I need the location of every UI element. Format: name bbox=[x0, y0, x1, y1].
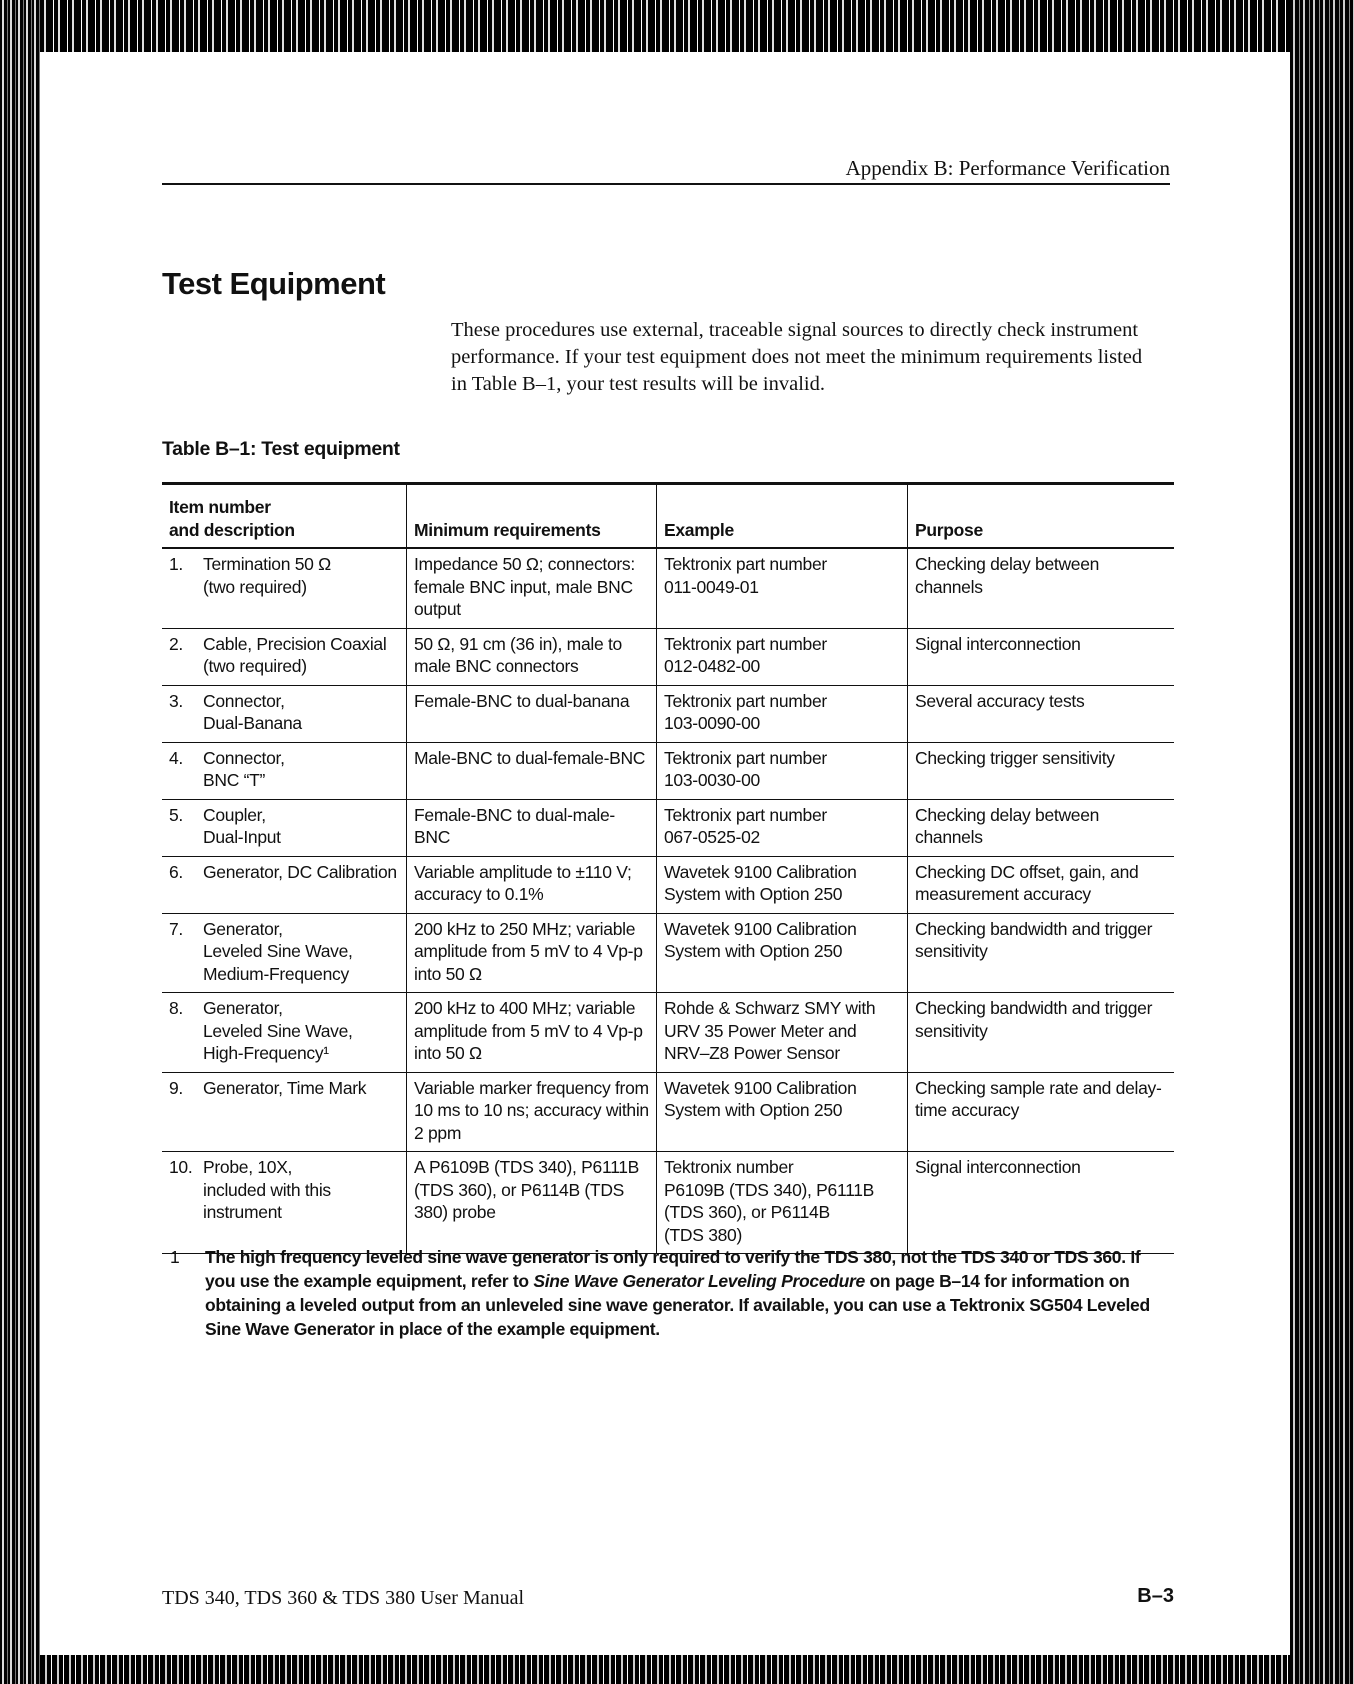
purpose-cell: Checking bandwidth and trigger sensitivity bbox=[908, 913, 1175, 993]
item-description: Generator, DC Calibration bbox=[203, 861, 397, 882]
item-description: Connector, BNC “T” bbox=[203, 747, 285, 790]
purpose-cell: Checking bandwidth and trigger sensitivity bbox=[908, 993, 1175, 1073]
table-row bbox=[162, 1072, 1174, 1152]
table-header-row bbox=[162, 484, 1174, 549]
footer-page-number: B–3 bbox=[1137, 1585, 1174, 1607]
purpose-cell: Checking sample rate and delay-time accuracy bbox=[908, 1072, 1175, 1152]
item-number: 3. bbox=[169, 690, 183, 711]
item-cell bbox=[162, 993, 407, 1073]
requirements-cell: Variable marker frequency from 10 ms to 10 ns; accuracy within 2 ppm bbox=[407, 1072, 657, 1152]
requirements-cell: Female-BNC to dual-male-BNC bbox=[407, 799, 657, 856]
table-caption: Table B–1: Test equipment bbox=[162, 438, 400, 460]
footnote-text bbox=[205, 1245, 1174, 1341]
item-cell bbox=[162, 1152, 407, 1254]
table-row bbox=[162, 799, 1174, 856]
scan-border-left bbox=[0, 0, 40, 1684]
requirements-cell: Variable amplitude to ±110 V; accuracy to 0.1% bbox=[407, 856, 657, 913]
table-footnote bbox=[162, 1245, 1174, 1341]
footer-manual-title: TDS 340, TDS 360 & TDS 380 User Manual bbox=[162, 1587, 525, 1609]
purpose-cell: Signal interconnection bbox=[908, 628, 1175, 685]
requirements-cell: Impedance 50 Ω; connectors: female BNC input, male BNC output bbox=[407, 548, 657, 628]
table-row bbox=[162, 628, 1174, 685]
example-cell: Wavetek 9100 Calibration System with Option 250 bbox=[657, 913, 908, 993]
item-number: 7. bbox=[169, 918, 183, 939]
scan-border-right bbox=[1290, 0, 1354, 1684]
item-description: Generator, Leveled Sine Wave, Medium-Frequency bbox=[203, 918, 353, 984]
purpose-cell: Checking delay between channels bbox=[908, 799, 1175, 856]
item-description: Probe, 10X, included with this instrument bbox=[203, 1157, 331, 1222]
example-cell: Wavetek 9100 Calibration System with Option 250 bbox=[657, 856, 908, 913]
header-rule bbox=[162, 183, 1170, 185]
item-cell bbox=[162, 913, 407, 993]
requirements-cell: 200 kHz to 400 MHz; variable amplitude from 5 mV to 4 Vp-p into 50 Ω bbox=[407, 993, 657, 1073]
item-number: 5. bbox=[169, 804, 183, 825]
table-row bbox=[162, 548, 1174, 628]
item-description: Connector, Dual-Banana bbox=[203, 690, 302, 733]
item-description: Termination 50 Ω (two required) bbox=[203, 554, 331, 597]
item-number: 8. bbox=[169, 998, 183, 1018]
item-number: 4. bbox=[169, 747, 183, 768]
purpose-cell: Checking trigger sensitivity bbox=[908, 742, 1175, 799]
footnote-text-before: The high frequency leveled sine wave generator is only required to verify the TDS 380, not the TDS 340 or TDS 360. If you use the example equipment, refer to bbox=[205, 1247, 1141, 1291]
document-page bbox=[40, 52, 1290, 1655]
item-description: Coupler, Dual-Input bbox=[203, 804, 281, 847]
table-row bbox=[162, 993, 1174, 1073]
item-description: Generator, Leveled Sine Wave, High-Frequency¹ bbox=[203, 998, 353, 1063]
footnote-text-after: on page B–14 for information on obtaining a leveled output from an unleveled sine wave generator. If available, you can use a Tektronix SG504 Leveled Sine Wave Generator in place of the example equipment. bbox=[205, 1271, 1150, 1339]
example-cell: Tektronix part number 103-0090-00 bbox=[657, 685, 908, 742]
requirements-cell: A P6109B (TDS 340), P6111B (TDS 360), or P6114B (TDS 380) probe bbox=[407, 1152, 657, 1254]
purpose-cell: Checking DC offset, gain, and measurement accuracy bbox=[908, 856, 1175, 913]
requirements-cell: 200 kHz to 250 MHz; variable amplitude from 5 mV to 4 Vp-p into 50 Ω bbox=[407, 913, 657, 993]
test-equipment-table bbox=[162, 482, 1174, 1254]
footnote-mark: 1 bbox=[170, 1247, 180, 1267]
example-cell: Tektronix part number 067-0525-02 bbox=[657, 799, 908, 856]
example-cell: Tektronix part number 103-0030-00 bbox=[657, 742, 908, 799]
table-row bbox=[162, 913, 1174, 993]
purpose-cell: Signal interconnection bbox=[908, 1152, 1175, 1254]
item-number: 10. bbox=[169, 1157, 193, 1177]
item-cell bbox=[162, 685, 407, 742]
purpose-cell: Several accuracy tests bbox=[908, 685, 1175, 742]
item-number: 1. bbox=[169, 554, 183, 574]
requirements-cell: Male-BNC to dual-female-BNC bbox=[407, 742, 657, 799]
example-cell: Tektronix part number 012-0482-00 bbox=[657, 628, 908, 685]
example-cell: Tektronix part number 011-0049-01 bbox=[657, 548, 908, 628]
example-cell: Rohde & Schwarz SMY with URV 35 Power Meter and NRV–Z8 Power Sensor bbox=[657, 993, 908, 1073]
header-example: Example bbox=[657, 484, 908, 549]
example-cell: Wavetek 9100 Calibration System with Option 250 bbox=[657, 1072, 908, 1152]
purpose-cell: Checking delay between channels bbox=[908, 548, 1175, 628]
requirements-cell: 50 Ω, 91 cm (36 in), male to male BNC connectors bbox=[407, 628, 657, 685]
item-cell bbox=[162, 548, 407, 628]
header-purpose: Purpose bbox=[908, 484, 1175, 549]
scan-border-top bbox=[40, 0, 1290, 52]
scan-border-bottom bbox=[40, 1655, 1290, 1684]
item-cell bbox=[162, 1072, 407, 1152]
header-item: Item number and description bbox=[162, 484, 407, 549]
item-description: Generator, Time Mark bbox=[203, 1077, 367, 1098]
footnote-procedure-reference: Sine Wave Generator Leveling Procedure bbox=[533, 1271, 865, 1291]
item-description: Cable, Precision Coaxial (two required) bbox=[203, 633, 387, 676]
item-cell bbox=[162, 742, 407, 799]
item-cell bbox=[162, 628, 407, 685]
item-number: 9. bbox=[169, 1077, 183, 1098]
table-row bbox=[162, 856, 1174, 913]
table-row bbox=[162, 685, 1174, 742]
header-requirements: Minimum requirements bbox=[407, 484, 657, 549]
table-row bbox=[162, 1152, 1174, 1254]
item-cell bbox=[162, 799, 407, 856]
section-title: Test Equipment bbox=[162, 266, 386, 301]
example-cell: Tektronix number P6109B (TDS 340), P6111B (TDS 360), or P6114B (TDS 380) bbox=[657, 1152, 908, 1254]
intro-paragraph: These procedures use external, traceable signal sources to directly check instrument performance. If your test equipment does not meet the minimum requirements listed in Table B–1, your test results will be invalid. bbox=[451, 319, 1143, 395]
requirements-cell: Female-BNC to dual-banana bbox=[407, 685, 657, 742]
item-number: 6. bbox=[169, 861, 183, 882]
item-number: 2. bbox=[169, 633, 183, 654]
table-row bbox=[162, 742, 1174, 799]
running-header: Appendix B: Performance Verification bbox=[845, 156, 1170, 180]
item-cell bbox=[162, 856, 407, 913]
